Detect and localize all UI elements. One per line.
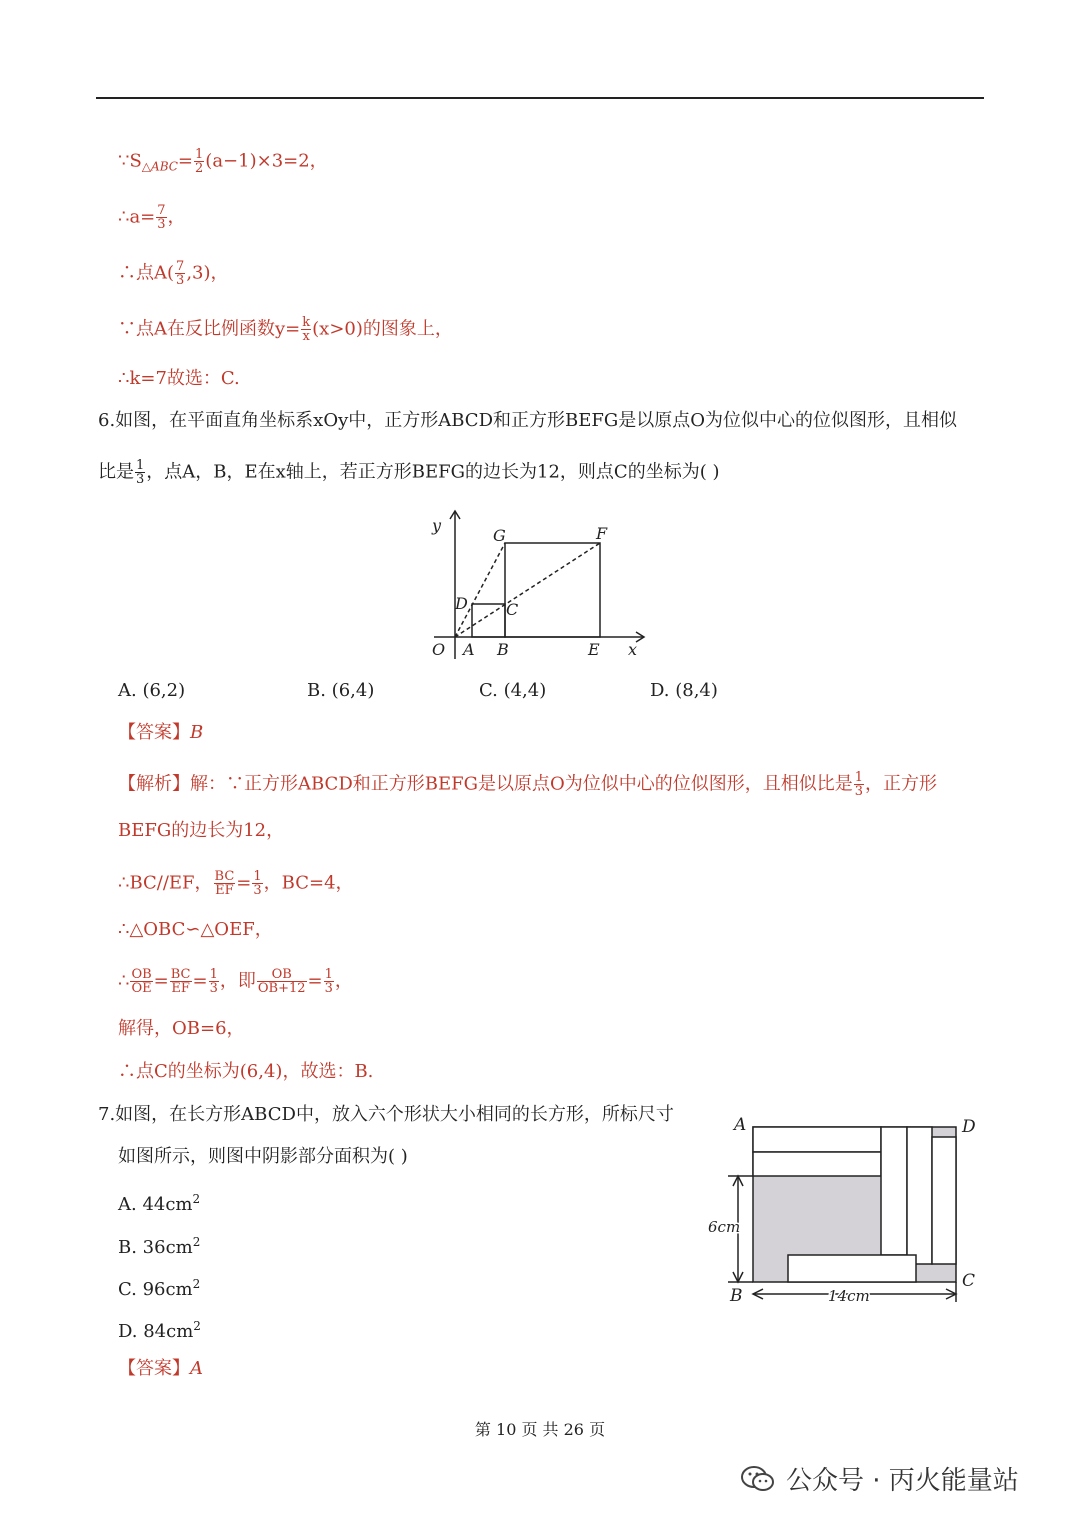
line-o-g xyxy=(455,543,505,637)
header-rule xyxy=(96,97,984,99)
q6-analysis-line-5: ∴ $\frac{OB}{OE}$ = $\frac{BC}{EF}$ = $\frac{1}{3}$ ，即 $\frac{OB}{OB+12}$ = $\frac{1}{3}$ ， xyxy=(118,967,353,996)
prev-solution-line-3: ∴点A( $\frac{7}{3}$ ,3)， xyxy=(118,259,229,288)
label-c: C xyxy=(962,1271,976,1291)
q6-option-a: A. (6,2) xyxy=(118,680,186,701)
q7-option-c: C. $96cm^2$ xyxy=(118,1277,201,1300)
label-b: B xyxy=(730,1286,743,1306)
label-e: E xyxy=(588,640,600,659)
q6-analysis-line-2: BEFG的边长为12， xyxy=(118,820,285,841)
q7-figure xyxy=(700,1108,990,1308)
label-d: D xyxy=(455,594,468,613)
q6-analysis-line-1: 【解析】解：∵正方形ABCD和正方形BEFG是以原点O为位似中心的位似图形，且相似比是 $\frac{1}{3}$ ，正方形 xyxy=(118,770,938,799)
q6-answer: 【答案】B xyxy=(118,722,204,743)
q7-option-a: A. $44cm^2$ xyxy=(118,1192,201,1215)
q6-option-d: D. (8,4) xyxy=(650,680,718,701)
watermark-text: 公众号 · 丙火能量站 xyxy=(786,1466,1019,1496)
prev-solution-line-4: ∵点A在反比例函数y= $\frac{k}{x}$ (x>0)的图象上， xyxy=(118,315,453,344)
q6-figure xyxy=(420,505,660,665)
label-width: 14cm xyxy=(828,1287,870,1305)
page-footer: 第 10 页 共 26 页 xyxy=(474,1420,606,1439)
label-d: D xyxy=(962,1117,976,1137)
q6-analysis-line-7: ∴点C的坐标为(6,4)，故选：B. xyxy=(118,1061,374,1082)
small-rect-2 xyxy=(753,1152,881,1176)
small-rect-5 xyxy=(932,1137,956,1264)
q6-option-b: B. (6,4) xyxy=(307,680,375,701)
label-o: O xyxy=(432,640,446,659)
label-a: A xyxy=(463,640,475,659)
q6-stem-line-2: 比是 $\frac{1}{3}$ ，点A，B，E在x轴上，若正方形BEFG的边长为12，则点C的坐标为( ) xyxy=(98,458,720,487)
small-rect-4 xyxy=(907,1127,932,1264)
q7-answer: 【答案】A xyxy=(118,1358,203,1379)
wechat-icon xyxy=(740,1465,776,1493)
q7-option-d: D. $84cm^2$ xyxy=(118,1319,201,1342)
q7-stem-line-1: 7.如图，在长方形ABCD中，放入六个形状大小相同的长方形，所标尺寸 xyxy=(98,1104,674,1125)
q6-analysis-line-6: 解得，OB=6， xyxy=(118,1018,245,1039)
label-f: F xyxy=(596,524,608,543)
small-rect-1 xyxy=(753,1127,881,1152)
watermark xyxy=(740,1460,1019,1497)
shade-bottom-right xyxy=(916,1264,956,1282)
prev-solution-line-2: ∴a= $\frac{7}{3}$ ， xyxy=(118,203,186,232)
label-height: 6cm xyxy=(708,1218,741,1236)
prev-solution-line-1: $\because S_{\triangle ABC}=$ $\frac{1}{2}$ (a−1)×3=2， xyxy=(118,147,328,176)
q6-analysis-line-3: ∴BC//EF， $\frac{BC}{EF}$ = $\frac{1}{3}$ ，BC=4， xyxy=(118,869,354,898)
label-a: A xyxy=(734,1115,747,1135)
q7-stem-line-2: 如图所示，则图中阴影部分面积为( ) xyxy=(118,1146,408,1167)
label-b: B xyxy=(497,640,509,659)
q7-option-b: B. $36cm^2$ xyxy=(118,1235,201,1258)
label-y: y xyxy=(432,516,442,535)
prev-solution-line-5: ∴k=7故选：C. xyxy=(118,368,240,389)
small-rect-3 xyxy=(881,1127,907,1255)
label-g: G xyxy=(493,526,506,545)
square-befg xyxy=(505,543,600,637)
label-x: x xyxy=(628,640,638,659)
small-rect-6 xyxy=(788,1255,916,1282)
q6-stem-line-1: 6.如图，在平面直角坐标系xOy中，正方形ABCD和正方形BEFG是以原点O为位似中心的位似图形，且相似 xyxy=(98,410,958,431)
label-c: C xyxy=(506,600,519,619)
q6-analysis-line-4: ∴△OBC∽△OEF， xyxy=(118,919,273,940)
square-abcd xyxy=(472,604,505,637)
shade-top-right xyxy=(932,1127,956,1137)
line-o-f xyxy=(455,543,600,637)
q6-option-c: C. (4,4) xyxy=(479,680,547,701)
